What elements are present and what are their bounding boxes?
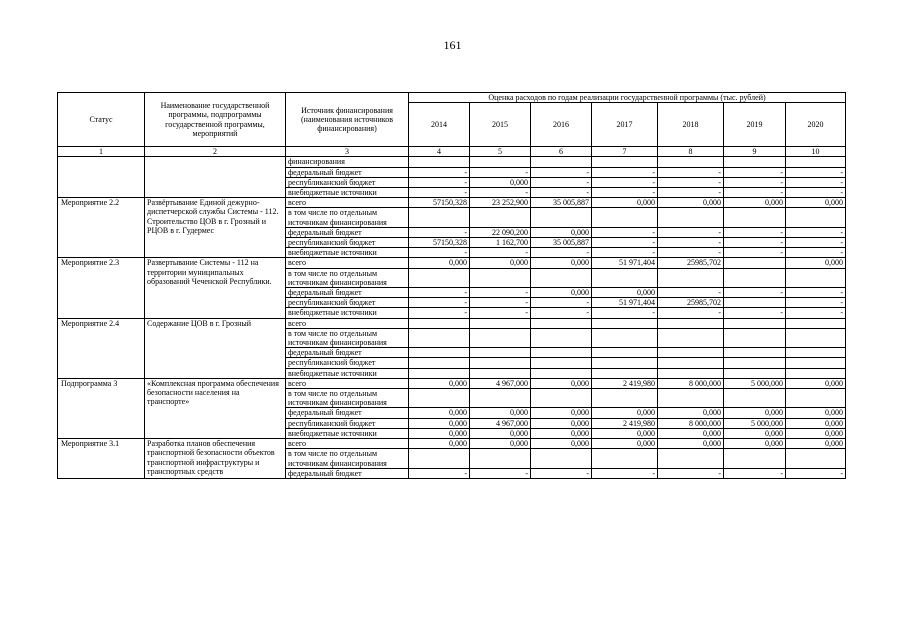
year-value xyxy=(658,268,724,287)
year-value xyxy=(531,368,592,378)
year-value: - xyxy=(470,248,531,258)
year-value xyxy=(592,268,658,287)
year-value xyxy=(592,368,658,378)
year-value: 0,000 xyxy=(531,408,592,418)
funding-source: в том числе по отдельным источникам финансирования xyxy=(286,328,409,347)
year-value: - xyxy=(786,177,846,187)
year-value xyxy=(786,348,846,358)
row-status: Мероприятие 2.3 xyxy=(58,258,145,318)
funding-source: всего xyxy=(286,318,409,328)
year-value: - xyxy=(470,308,531,318)
column-number: 2 xyxy=(145,147,286,157)
funding-source: внебюджетные источники xyxy=(286,248,409,258)
year-value: 0,000 xyxy=(470,439,531,449)
year-value xyxy=(470,268,531,287)
funding-source: всего xyxy=(286,439,409,449)
year-value xyxy=(658,389,724,408)
year-value: - xyxy=(724,177,786,187)
year-value: 0,000 xyxy=(592,288,658,298)
year-value: - xyxy=(592,468,658,478)
budget-table xyxy=(57,92,846,479)
year-value xyxy=(592,328,658,347)
table-header xyxy=(58,93,846,157)
table-row xyxy=(58,318,846,328)
year-value xyxy=(531,268,592,287)
year-value: 2 419,980 xyxy=(592,418,658,428)
year-value: - xyxy=(658,248,724,258)
year-value: 0,000 xyxy=(470,428,531,438)
year-value: 0,000 xyxy=(409,408,470,418)
year-value: - xyxy=(409,177,470,187)
row-name: Развертывание Системы - 112 на территории муниципальных образований Чеченской Республики. xyxy=(145,258,286,318)
year-value xyxy=(470,389,531,408)
header-year: 2017 xyxy=(592,103,658,147)
funding-source: в том числе по отдельным источникам финансирования xyxy=(286,389,409,408)
funding-source: финансирования xyxy=(286,157,409,167)
year-value: - xyxy=(786,227,846,237)
year-value xyxy=(470,358,531,368)
year-value xyxy=(470,328,531,347)
year-value xyxy=(470,318,531,328)
header-source: Источник финансирования (наименования источников финансирования) xyxy=(286,93,409,147)
year-value xyxy=(592,208,658,227)
year-value: 51 971,404 xyxy=(592,298,658,308)
year-value xyxy=(409,368,470,378)
year-value xyxy=(724,208,786,227)
year-value: - xyxy=(592,177,658,187)
year-value: - xyxy=(409,227,470,237)
year-value: 0,000 xyxy=(658,198,724,208)
year-value: 0,000 xyxy=(786,198,846,208)
year-value: - xyxy=(592,227,658,237)
year-value xyxy=(658,318,724,328)
year-value xyxy=(786,157,846,167)
funding-source: всего xyxy=(286,198,409,208)
year-value xyxy=(531,208,592,227)
year-value: 0,000 xyxy=(531,258,592,268)
year-value xyxy=(409,328,470,347)
year-value xyxy=(724,298,786,308)
table-row xyxy=(58,378,846,388)
year-value: - xyxy=(470,468,531,478)
year-value: - xyxy=(470,298,531,308)
row-name xyxy=(145,157,286,198)
year-value xyxy=(786,318,846,328)
row-name: Разработка планов обеспечения транспортной безопасности объектов транспортной инфраструктуры и транспортных средств xyxy=(145,439,286,479)
year-value xyxy=(724,358,786,368)
column-number: 6 xyxy=(531,147,592,157)
year-value: - xyxy=(531,188,592,198)
year-value: 5 000,000 xyxy=(724,418,786,428)
funding-source: федеральный бюджет xyxy=(286,167,409,177)
funding-source: республиканский бюджет xyxy=(286,358,409,368)
year-value: 0,000 xyxy=(658,428,724,438)
year-value: 35 005,887 xyxy=(531,238,592,248)
year-value: 4 967,000 xyxy=(470,378,531,388)
year-value: 1 162,700 xyxy=(470,238,531,248)
year-value xyxy=(531,449,592,468)
year-value xyxy=(786,328,846,347)
funding-source: федеральный бюджет xyxy=(286,288,409,298)
year-value: 0,000 xyxy=(531,227,592,237)
year-value: - xyxy=(658,238,724,248)
year-value xyxy=(470,368,531,378)
year-value: 0,000 xyxy=(786,439,846,449)
year-value: - xyxy=(531,248,592,258)
year-value xyxy=(658,328,724,347)
year-value: - xyxy=(409,298,470,308)
year-value xyxy=(409,157,470,167)
page-number: 161 xyxy=(443,38,462,52)
year-value: 0,000 xyxy=(786,378,846,388)
row-name: Содержание ЦОВ в г. Грозный xyxy=(145,318,286,378)
year-value: 0,000 xyxy=(786,258,846,268)
year-value: - xyxy=(470,167,531,177)
column-number: 3 xyxy=(286,147,409,157)
year-value: - xyxy=(531,468,592,478)
year-value xyxy=(724,368,786,378)
column-number-row xyxy=(58,147,846,157)
year-value: - xyxy=(592,188,658,198)
year-value: - xyxy=(724,188,786,198)
year-value xyxy=(724,389,786,408)
year-value: - xyxy=(724,238,786,248)
year-value: 57150,328 xyxy=(409,238,470,248)
year-value xyxy=(592,157,658,167)
year-value: - xyxy=(658,177,724,187)
year-value xyxy=(724,449,786,468)
year-value xyxy=(658,449,724,468)
year-value: - xyxy=(658,227,724,237)
year-value: - xyxy=(658,468,724,478)
year-value: 0,000 xyxy=(531,439,592,449)
funding-source: в том числе по отдельным источникам финансирования xyxy=(286,268,409,287)
year-value: - xyxy=(724,288,786,298)
header-year: 2014 xyxy=(409,103,470,147)
year-value: - xyxy=(592,167,658,177)
year-value xyxy=(724,268,786,287)
header-year: 2018 xyxy=(658,103,724,147)
year-value xyxy=(786,389,846,408)
year-value xyxy=(409,389,470,408)
year-value xyxy=(531,389,592,408)
year-value: - xyxy=(724,468,786,478)
year-value: 4 967,000 xyxy=(470,418,531,428)
row-status: Мероприятие 3.1 xyxy=(58,439,145,479)
year-value: 0,000 xyxy=(409,428,470,438)
column-number: 4 xyxy=(409,147,470,157)
year-value: 25985,702 xyxy=(658,258,724,268)
year-value: - xyxy=(724,227,786,237)
year-value: 0,000 xyxy=(409,258,470,268)
year-value: - xyxy=(724,167,786,177)
year-value xyxy=(724,328,786,347)
year-value xyxy=(531,318,592,328)
year-value: - xyxy=(724,308,786,318)
year-value: 0,000 xyxy=(724,408,786,418)
year-value: - xyxy=(470,288,531,298)
year-value: - xyxy=(724,248,786,258)
year-value xyxy=(409,449,470,468)
header-status: Статус xyxy=(58,93,145,147)
year-value xyxy=(724,348,786,358)
funding-source: внебюджетные источники xyxy=(286,308,409,318)
year-value: 0,000 xyxy=(786,408,846,418)
year-value: 0,000 xyxy=(592,408,658,418)
year-value: 22 090,200 xyxy=(470,227,531,237)
year-value: - xyxy=(658,308,724,318)
column-number: 1 xyxy=(58,147,145,157)
year-value: 0,000 xyxy=(409,378,470,388)
year-value: - xyxy=(409,167,470,177)
year-value: - xyxy=(409,288,470,298)
funding-source: в том числе по отдельным источникам финансирования xyxy=(286,208,409,227)
year-value: 0,000 xyxy=(470,408,531,418)
year-value: 0,000 xyxy=(470,177,531,187)
row-name: Развёртывание Единой дежурно-диспетчерской службы Системы - 112. Строительство ЦОВ в г. Грозный и РЦОВ в г. Гудермес xyxy=(145,198,286,258)
year-value: - xyxy=(409,188,470,198)
year-value xyxy=(592,358,658,368)
row-status xyxy=(58,157,145,198)
year-value xyxy=(409,268,470,287)
year-value xyxy=(592,449,658,468)
year-value: 2 419,980 xyxy=(592,378,658,388)
table-row xyxy=(58,157,846,167)
year-value xyxy=(724,157,786,167)
column-number: 9 xyxy=(724,147,786,157)
year-value: - xyxy=(470,188,531,198)
year-value xyxy=(409,348,470,358)
funding-source: внебюджетные источники xyxy=(286,368,409,378)
table-row xyxy=(58,198,846,208)
year-value: - xyxy=(531,298,592,308)
year-value: 0,000 xyxy=(470,258,531,268)
year-value xyxy=(786,368,846,378)
column-number: 5 xyxy=(470,147,531,157)
year-value: 0,000 xyxy=(724,439,786,449)
funding-source: федеральный бюджет xyxy=(286,468,409,478)
row-name: «Комплексная программа обеспечения безопасности населения на транспорте» xyxy=(145,378,286,438)
year-value: 0,000 xyxy=(531,378,592,388)
year-value: 0,000 xyxy=(786,418,846,428)
year-value xyxy=(470,449,531,468)
year-value: - xyxy=(531,177,592,187)
funding-source: в том числе по отдельным источникам финансирования xyxy=(286,449,409,468)
year-value xyxy=(409,358,470,368)
year-value xyxy=(531,157,592,167)
column-number: 10 xyxy=(786,147,846,157)
year-value xyxy=(409,318,470,328)
row-status: Мероприятие 2.2 xyxy=(58,198,145,258)
year-value: 5 000,000 xyxy=(724,378,786,388)
year-value: - xyxy=(786,288,846,298)
year-value: 0,000 xyxy=(658,408,724,418)
year-value xyxy=(786,358,846,368)
year-value: 0,000 xyxy=(724,428,786,438)
header-year: 2015 xyxy=(470,103,531,147)
year-value: 0,000 xyxy=(592,198,658,208)
funding-source: республиканский бюджет xyxy=(286,418,409,428)
funding-source: федеральный бюджет xyxy=(286,348,409,358)
funding-source: внебюджетные источники xyxy=(286,428,409,438)
year-value: - xyxy=(409,248,470,258)
year-value: 35 005,887 xyxy=(531,198,592,208)
funding-source: республиканский бюджет xyxy=(286,298,409,308)
year-value xyxy=(658,348,724,358)
year-value xyxy=(531,358,592,368)
header-year: 2020 xyxy=(786,103,846,147)
year-value xyxy=(658,208,724,227)
year-value: - xyxy=(409,468,470,478)
year-value: - xyxy=(531,167,592,177)
year-value: - xyxy=(786,238,846,248)
funding-source: внебюджетные источники xyxy=(286,188,409,198)
year-value: 8 000,000 xyxy=(658,418,724,428)
year-value: 0,000 xyxy=(531,288,592,298)
year-value xyxy=(592,348,658,358)
year-value: - xyxy=(786,298,846,308)
year-value: 57150,328 xyxy=(409,198,470,208)
year-value: - xyxy=(592,238,658,248)
year-value xyxy=(658,368,724,378)
year-value: - xyxy=(592,248,658,258)
year-value: 0,000 xyxy=(409,418,470,428)
year-value: 23 252,900 xyxy=(470,198,531,208)
year-value: - xyxy=(531,308,592,318)
table-row xyxy=(58,258,846,268)
funding-source: всего xyxy=(286,378,409,388)
funding-source: федеральный бюджет xyxy=(286,227,409,237)
year-value: 0,000 xyxy=(724,198,786,208)
year-value: 0,000 xyxy=(592,428,658,438)
year-value: 0,000 xyxy=(786,428,846,438)
year-value: 0,000 xyxy=(409,439,470,449)
year-value: 0,000 xyxy=(531,418,592,428)
year-value xyxy=(470,157,531,167)
year-value xyxy=(786,268,846,287)
year-value xyxy=(658,358,724,368)
year-value: 51 971,404 xyxy=(592,258,658,268)
year-value xyxy=(592,389,658,408)
year-value xyxy=(724,318,786,328)
year-value: 0,000 xyxy=(658,439,724,449)
year-value xyxy=(409,208,470,227)
table-row xyxy=(58,439,846,449)
year-value xyxy=(592,318,658,328)
year-value: 0,000 xyxy=(592,439,658,449)
table-body xyxy=(58,157,846,479)
year-value: 25985,702 xyxy=(658,298,724,308)
funding-source: республиканский бюджет xyxy=(286,238,409,248)
row-status: Мероприятие 2.4 xyxy=(58,318,145,378)
row-status: Подпрограмма 3 xyxy=(58,378,145,438)
year-value xyxy=(470,348,531,358)
header-year: 2019 xyxy=(724,103,786,147)
column-number: 7 xyxy=(592,147,658,157)
header-name: Наименование государственной программы, подпрограммы государственной программы, мероприятий xyxy=(145,93,286,147)
year-value: 8 000,000 xyxy=(658,378,724,388)
year-value xyxy=(531,348,592,358)
year-value xyxy=(470,208,531,227)
column-number: 8 xyxy=(658,147,724,157)
year-value: - xyxy=(658,288,724,298)
funding-source: всего xyxy=(286,258,409,268)
year-value: - xyxy=(592,308,658,318)
year-value: - xyxy=(409,308,470,318)
year-value xyxy=(531,328,592,347)
funding-source: федеральный бюджет xyxy=(286,408,409,418)
year-value: - xyxy=(786,188,846,198)
year-value: - xyxy=(786,308,846,318)
year-value: 0,000 xyxy=(531,428,592,438)
year-value: - xyxy=(786,167,846,177)
year-value: - xyxy=(786,468,846,478)
year-value xyxy=(786,449,846,468)
year-value xyxy=(786,208,846,227)
header-estimate: Оценка расходов по годам реализации государственной программы (тыс. рублей) xyxy=(409,93,846,103)
year-value xyxy=(724,258,786,268)
funding-source: республиканский бюджет xyxy=(286,177,409,187)
year-value: - xyxy=(658,167,724,177)
year-value: - xyxy=(786,248,846,258)
year-value: - xyxy=(658,188,724,198)
header-year: 2016 xyxy=(531,103,592,147)
year-value xyxy=(658,157,724,167)
